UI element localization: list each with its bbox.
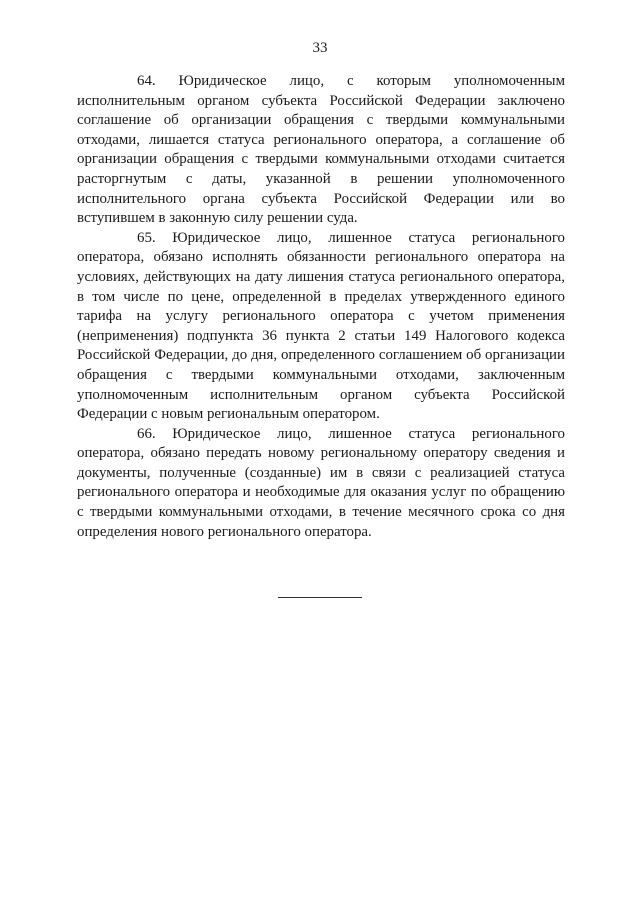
document-body (77, 72, 565, 542)
end-divider-line (278, 597, 362, 598)
paragraph-66: 66. Юридическое лицо, лишенное статуса регионального оператора, обязано передать новому региональному оператору сведения и документы, полученные (созданные) им в связи с реализацией статуса регионального оператора и необходимые для оказания услуг по обращению с твердыми коммунальными отходами, в течение месячного срока со дня определения нового регионального оператора. (77, 425, 565, 540)
paragraph-64: 64. Юридическое лицо, с которым уполномоченным исполнительным органом субъекта Российской Федерации заключено соглашение об организации обращения с твердыми коммунальными отходами, лишается статуса регионального оператора, а соглашение об организации обращения с твердыми коммунальными отходами считается расторгнутым с даты, указанной в решении уполномоченного исполнительного органа субъекта Российской Федерации или во вступившем в законную силу решении суда. (77, 73, 565, 227)
page-number: 33 (312, 40, 328, 56)
paragraph-65: 65. Юридическое лицо, лишенное статуса регионального оператора, обязано исполнять обязанности регионального оператора на условиях, действующих на дату лишения статуса регионального оператора, в том числе по цене, определенной в пределах утвержденного единого тарифа на услугу регионального оператора с учетом применения (неприменения) подпункта 36 пункта 2 статьи 149 Налогового кодекса Российской Федерации, до дня, определенного соглашением об организации обращения с твердыми коммунальными отходами, заключенным уполномоченным исполнительным органом субъекта Российской Федерации с новым региональным оператором. (77, 229, 565, 423)
